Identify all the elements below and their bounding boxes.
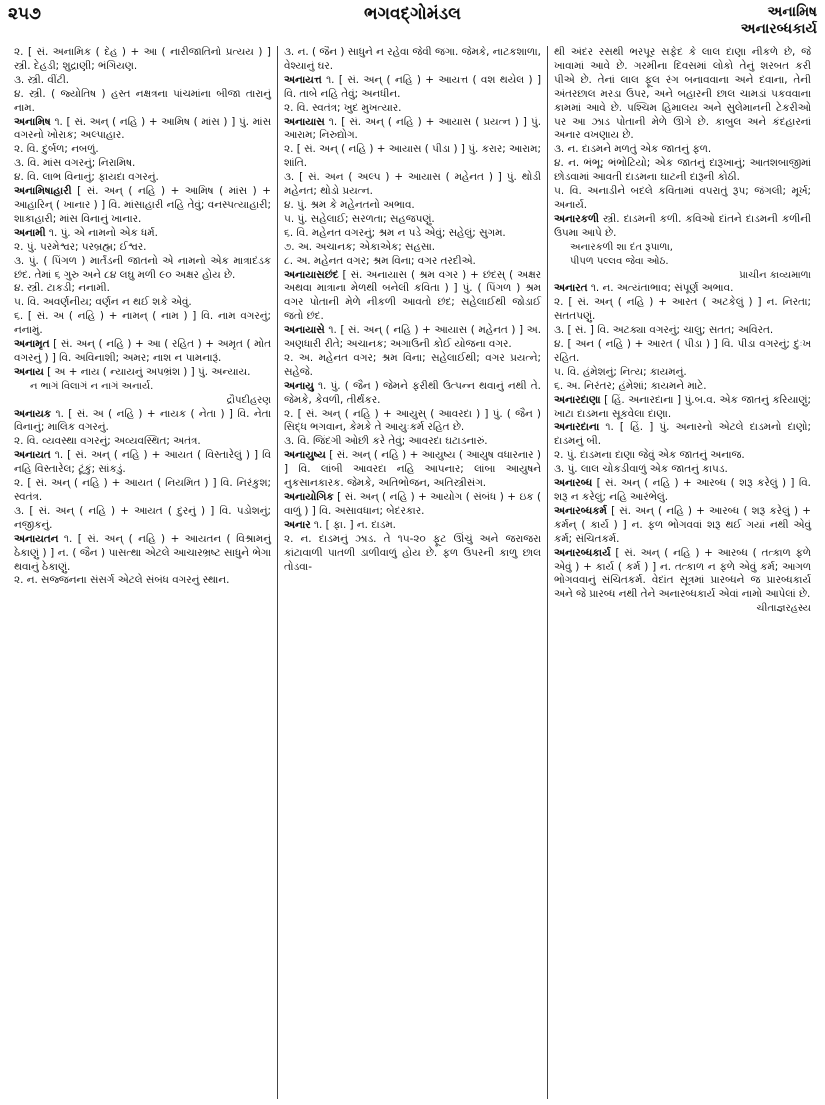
definition-text: ૩. વિ. માંસ વગરનું; નિરામિષ. bbox=[14, 157, 136, 170]
dictionary-entry bbox=[554, 477, 811, 505]
entry-sense bbox=[554, 143, 811, 157]
entry-sense bbox=[284, 143, 541, 171]
definition-text: ૧. પું. એ નામનો એક ધર્મ. bbox=[45, 226, 158, 239]
definition-text: ૧. [ સં. અન્ ( નહિ ) + આયત્ત ( વશ થયેલ ) ] વિ. તાબે નહિ તેવું; અનધીન. bbox=[284, 73, 541, 100]
entry-sense bbox=[284, 213, 541, 227]
entry-sense bbox=[14, 171, 271, 185]
definition-text: ૩. [ સં. અન ( અલ્પ ) + આયાસ ( મહેનત ) ] પું. થોડી મહેનત; થોડો પ્રયત્ન. bbox=[284, 171, 541, 198]
entry-sense bbox=[554, 380, 811, 394]
column-left bbox=[8, 46, 277, 1099]
dictionary-entry bbox=[14, 366, 271, 380]
dictionary-entry bbox=[284, 74, 541, 102]
headword: અનાર bbox=[284, 518, 311, 531]
definition-text: ૫. વિ. અવર્ણનીય; વર્ણન ન થઈ શકે એવું. bbox=[14, 296, 192, 309]
quotation-line: પીપળ પલ્લવ જેવા ઓઠ. bbox=[570, 255, 669, 267]
entry-sense bbox=[14, 574, 271, 588]
definition-text: [ હિં. અનારદાના ] પું.બ.વ. એક જાતનું કરિયાણું; ખાટા દાડમના સૂકવેલા દાણા. bbox=[554, 393, 811, 420]
definition-text: ૨. [ સં. અન્ ( નહિ ) + આયાસ ( પીડા ) ] પું. કરાર; આરામ; શાંતિ. bbox=[284, 143, 541, 170]
column-right bbox=[547, 46, 817, 1099]
definition-text: ૫. પું. સહેલાઈ; સરળતા; સહજપણું. bbox=[284, 212, 435, 225]
dictionary-entry bbox=[554, 505, 811, 547]
dictionary-entry bbox=[14, 408, 271, 436]
headword: અનારત bbox=[554, 282, 588, 295]
headword: અનાયત bbox=[14, 449, 51, 462]
citation-source: પ્રાચીન કાવ્યમાળા bbox=[739, 269, 811, 281]
definition-text: સ્ત્રી. દાડમની કળી. કવિઓ દાંતને દાડમની કળીની ઉપમા આપે છે. bbox=[554, 212, 811, 239]
entry-sense bbox=[14, 255, 271, 283]
definition-text: ૨. [ સં. અન્ ( નહિ ) + આયત ( નિયમિત ) ] વિ. નિરંકુશ; સ્વતંત્ર. bbox=[14, 477, 271, 503]
definition-text: [ સં. અનાયાસ ( શ્રમ વગર ) + છંદસ્ ( અક્ષર અથવા માત્રાના મેળથી બનેલી કવિતા ) ] પું. ( પિંગળ ) શ્રમ વગર પોતાની મેળે નીકળી આવતો છંદ; સહેલાઈથી જોડાઈ જતો છંદ. bbox=[284, 268, 541, 323]
entry-sense bbox=[14, 505, 271, 533]
dictionary-entry bbox=[554, 547, 811, 603]
definition-text: ૨. પું. પરમેશ્વર; પરબ્રહ્મ; ઈશ્વર. bbox=[14, 240, 147, 253]
dictionary-entry bbox=[14, 449, 271, 477]
headword: અનાયત્ત bbox=[284, 73, 322, 86]
quotation bbox=[30, 380, 271, 394]
page-header bbox=[8, 4, 817, 46]
definition-text: ૮. અ. મહેનત વગર; શ્રમ વિના; વગર તરદીએ. bbox=[284, 254, 476, 267]
headword: અનારકળી bbox=[554, 212, 600, 225]
dictionary-entry bbox=[554, 282, 811, 296]
definition-text: ૪. સ્ત્રી. ( જ્યોતિષ ) હસ્ત નક્ષત્રના પાંચમાંના બીજા તારાનું નામ. bbox=[14, 87, 271, 114]
entry-sense bbox=[554, 449, 811, 463]
entry-sense bbox=[14, 310, 271, 338]
dictionary-columns bbox=[8, 46, 817, 1099]
headword: અનારબ્ધકાર્ય bbox=[554, 546, 611, 559]
entry-sense bbox=[284, 171, 541, 199]
entry-sense bbox=[284, 533, 541, 575]
entry-sense bbox=[554, 366, 811, 380]
definition-text: ૬. અ. નિરંતર; હંમેશાં; કાયમને માટે. bbox=[554, 379, 707, 392]
entry-sense bbox=[14, 74, 271, 88]
definition-text: ૪. વિ. લાભ વિનાનું; ફાયદા વગરનું. bbox=[14, 171, 159, 184]
definition-text: [ સં. અન્ ( નહિ ) + આ ( રહિત ) + અમૃત ( મોત વગરનું ) ] વિ. અવિનાશી; અમર; નાશ ન પામનારૂં. bbox=[14, 338, 271, 364]
headword: અનામૃત bbox=[14, 338, 50, 351]
entry-sense bbox=[14, 88, 271, 116]
definition-text: ૨. વિ. વ્યવસ્થા વગરનું; અવ્યવસ્થિત; અતંત્ર. bbox=[14, 435, 201, 448]
quotation bbox=[570, 241, 811, 269]
definition-text: ૧. [ સં. અ ( નહિ ) + નાયક ( નેતા ) ] વિ. નેતા વિનાનું; માલિક વગરનું. bbox=[14, 407, 271, 434]
dictionary-entry bbox=[284, 491, 541, 519]
definition-text: ૩. ન. ( જૈન ) સાધુને ન રહેવા જેવી જગા. જેમકે, નાટકશાળા, વેશ્યાનું ઘર. bbox=[284, 46, 541, 72]
definition-text: [ સં. અન્ ( નહિ ) + આયોગ ( સંબંધ ) + ઇક ( વાળું ) ] વિ. અસાવધાન; બેદરકાર. bbox=[284, 491, 541, 517]
quotation-line: ન ભાગં વિલાગં ન નાગં અનાર્ય. bbox=[30, 380, 154, 392]
dictionary-entry bbox=[14, 227, 271, 241]
dictionary-entry bbox=[14, 185, 271, 227]
citation-source: ચીતાજ્ઞરહસ્ય bbox=[756, 603, 811, 615]
definition-text: ૩. વિ. જિંદગી ઓછી કરે તેવું; આવરદા ઘટાડનારું. bbox=[284, 435, 488, 448]
definition-text: ૩. ન. દાડમને મળતું એક જાતનું ફળ. bbox=[554, 143, 712, 156]
dictionary-entry bbox=[554, 394, 811, 422]
definition-text: ૩. પું. ( પિંગળ ) માર્તંડની જાતનો એ નામનો એક માત્રાદંડક છંદ. તેમાં ૬ ગુરુ અને ૮૪ લઘુ મળી ૯૦ અક્ષર હોય છે. bbox=[14, 254, 271, 281]
definition-text: [ અ + નાય ( ન્યાયનું અપભ્રંશ ) ] પું. અન્યાય. bbox=[43, 365, 251, 378]
definition-text: ૪. પું. શ્રમ કે મહેનતનો અભાવ. bbox=[284, 198, 415, 211]
entry-sense bbox=[284, 46, 541, 74]
definition-text: ૧. [ ફા. ] ન. દાડમ. bbox=[310, 518, 396, 531]
dictionary-entry bbox=[284, 449, 541, 491]
entry-sense bbox=[14, 435, 271, 449]
headword: અનાયતન bbox=[14, 532, 59, 545]
definition-text: ૪. [ અન ( નહિ ) + આરત ( પીડા ) ] વિ. પીડા વગરનું; દુઃખ રહિત. bbox=[554, 338, 811, 364]
definition-text: ૪. ન. ભંભૂ; ભંભોટિયો; એક જાતનું દારૂખાનું; આતશબાજીમાં છોડવામાં આવતી દાડમના ઘાટની દારૂની કોઠી. bbox=[554, 157, 811, 184]
definition-text: ૫. વિ. અનાડીને બદલે કવિતામાં વપરાતું રૂપ; જંગલી; મૂર્ખ; અનાર્ય. bbox=[554, 185, 811, 211]
headword: અનાયક bbox=[14, 407, 52, 420]
headword: અનાય bbox=[14, 365, 44, 378]
column-middle bbox=[277, 46, 547, 1099]
entry-sense bbox=[14, 46, 271, 74]
guide-words bbox=[741, 4, 817, 38]
entry-sense bbox=[14, 282, 271, 296]
entry-sense bbox=[284, 199, 541, 213]
entry-sense bbox=[284, 255, 541, 269]
definition-text: ૩. [ સં. અન્ ( નહિ ) + આયત ( દુરનું ) ] વિ. પડોશનું; નજીકનું. bbox=[14, 504, 271, 531]
entry-sense bbox=[284, 241, 541, 255]
dictionary-entry bbox=[284, 269, 541, 325]
definition-text: [ સં. અન્ ( નહિ ) + આરબ્ધ ( તત્કાળ ફળે એવું ) + કાર્ય ( કર્મ ) ] ન. તત્કાળ ન ફળે એવું કર્મ; આગળ ભોગવવાનું સંચિતકર્મ. વેદાંત સૂત્રમાં પ્રારબ્ધને જ પ્રારબ્ધકાર્ય અને જે પ્રારબ્ધ નથી તેને અનારબ્ધકાર્ય એવાં નામો આપેલાં છે. bbox=[554, 546, 811, 601]
page-number: ૨૫૭ bbox=[8, 4, 41, 24]
definition-text: ૨. વિ. દુર્બળ; નબળું. bbox=[14, 143, 99, 156]
definition-text: ૨. [ સં. અન્ ( નહિ ) + આરત ( અટકેલું ) ] ન. નિરતા; સતતપણું. bbox=[554, 296, 811, 323]
entry-sense bbox=[284, 352, 541, 380]
definition-text: ૬. [ સં. અ ( નહિ ) + નામન્ ( નામ ) ] વિ. નામ વગરનું; નનામું. bbox=[14, 310, 271, 337]
entry-sense bbox=[554, 46, 811, 143]
headword: અનાયુ bbox=[284, 379, 314, 392]
definition-text: થી અંદર રસથી ભરપૂર સફેદ કે લાલ દાણા નીકળે છે, જે ખાવામાં આવે છે. ગરમીના દિવસમાં લોકો તેનું શરબત કરી પીએ છે. તેનાં લાલ ફૂલ રંગ બનાવવાના અને દવાના, તેની અંતરછાલ મરડા ઉપર, અને બહારની છાલ ચામડાં પકવવાના કામમાં આવે છે. પશ્ચિમ હિમાલય અને સુલેમાનની ટેકરીઓ પર આ ઝાડ પોતાની મેળે ઊગે છે. કાબુલ અને કંદહારનાં અનાર વખણાય છે. bbox=[554, 46, 811, 142]
definition-text: [ સં. અન્ ( નહિ ) + આરબ્ધ ( શરૂ કરેલું ) ] વિ. શરૂ ન કરેલું; નહિ આરંભેલું. bbox=[554, 477, 811, 503]
entry-sense bbox=[284, 408, 541, 436]
entry-sense bbox=[14, 143, 271, 157]
definition-text: [ સં. અન્ ( નહિ ) + આરબ્ધ ( શરૂ કરેલું ) + કર્મન્ ( કાર્ય ) ] ન. ફળ ભોગવવાં શરૂ થઈ ગયાં નથી એવું કર્મ; સંચિતકર્મ. bbox=[554, 504, 811, 545]
dictionary-entry bbox=[284, 116, 541, 144]
entry-sense bbox=[14, 241, 271, 255]
entry-sense bbox=[554, 338, 811, 366]
definition-text: ૨. ન. સજ્જનના સંસર્ગ એટલે સંબંધ વગરનું સ્થાન. bbox=[14, 574, 230, 587]
definition-text: ૨. વિ. સ્વતંત્ર; ખુદ મુખત્યાર. bbox=[284, 101, 402, 114]
definition-text: ૧. [ હિં. ] પું. અનારનો એટલે દાડમનો દાણો; દાડમનું બી. bbox=[554, 421, 811, 448]
dictionary-entry bbox=[284, 519, 541, 533]
definition-text: ૧. ન. અત્યંતાભાવ; સંપૂર્ણ અભાવ. bbox=[587, 282, 734, 295]
entry-sense bbox=[554, 463, 811, 477]
headword: અનાયુષ્ય bbox=[284, 449, 326, 462]
headword: અનાયાસ bbox=[284, 115, 325, 128]
entry-sense bbox=[554, 157, 811, 185]
dictionary-entry bbox=[14, 533, 271, 575]
dictionary-entry bbox=[14, 338, 271, 366]
definition-text: ૬. વિ. મહેનત વગરનું; શ્રમ ન પડે એવું; સહેલું; સુગમ. bbox=[284, 226, 506, 239]
entry-sense bbox=[554, 324, 811, 338]
definition-text: ૧. [ સં. અન્ ( નહિ ) + આમિષ ( માંસ ) ] પું. માંસ વગરનો ખોરાક; અલ્પાહાર. bbox=[14, 115, 271, 142]
dictionary-entry bbox=[284, 324, 541, 352]
headword: અનામિષ bbox=[14, 115, 51, 128]
definition-text: ૨. અ. મહેનત વગર; શ્રમ વિના; સહેલાઈથી; વગર પ્રયત્ને; સહેજે. bbox=[284, 351, 541, 378]
definition-text: ૧. [ સં. અન્ ( નહિ ) + આયત ( વિસ્તારેલું ) ] વિ નહિ વિસ્તારેલ; ટૂંકું; સાંકડું. bbox=[14, 449, 271, 476]
definition-text: ૭. અ. અચાનક; એકાએક; સહસા. bbox=[284, 240, 436, 253]
headword: અનામી bbox=[14, 226, 46, 239]
entry-sense bbox=[554, 185, 811, 213]
dictionary-entry bbox=[554, 213, 811, 241]
guide-word-last: અનારબ્ધકાર્ય bbox=[740, 21, 817, 37]
definition-text: ૪. સ્ત્રી. ટાકડી; નનામી. bbox=[14, 282, 110, 295]
headword: અનારબ્ધકર્મ bbox=[554, 504, 607, 517]
definition-text: ૩. પું. લાલ ચોકડીવાળું એક જાતનું કાપડ. bbox=[554, 463, 728, 476]
entry-sense bbox=[284, 435, 541, 449]
definition-text: ૧. પું. ( જૈન ) જેમને ફરીથી ઉત્પન્ન થવાનું નથી તે. જેમકે, કેવળી, તીર્થંકર. bbox=[284, 379, 541, 406]
definition-text: ૧. [ સં. અન્ ( નહિ ) + આયાસ ( પ્રયત્ન ) ] પું. આરામ; નિરુદ્યોગ. bbox=[284, 115, 541, 142]
definition-text: ૩. [ સં. ] વિ. અટક્યા વગરનું; ચાલુ; સતત; અવિરત. bbox=[554, 324, 774, 337]
definition-text: ૩. સ્ત્રી. વીંટી. bbox=[14, 73, 70, 86]
headword: અનારબ્ધ bbox=[554, 477, 593, 490]
headword: અનાયાસછંદ bbox=[284, 268, 339, 281]
headword: અનાયાસે bbox=[284, 324, 325, 337]
entry-sense bbox=[14, 296, 271, 310]
headword: અનારદાના bbox=[554, 421, 600, 434]
entry-sense bbox=[554, 296, 811, 324]
entry-sense bbox=[14, 157, 271, 171]
dictionary-entry bbox=[554, 421, 811, 449]
definition-text: ૨. પું. દાડમના દાણા જેવું એક જાતનું અનાજ. bbox=[554, 449, 745, 462]
definition-text: ૨. ન. દાડમનું ઝાડ. તે ૧૫-૨૦ ફૂટ ઊંચું અને જરાજરા કાંટાવાળી પાતળી ડાળીવાળું હોય છે. ફળ ઉપરની કાળુ છાલ તોડવા- bbox=[284, 532, 541, 573]
definition-text: ૨. [ સં. અનામિક ( દેહ ) + આ ( નારીજાતિનો પ્રત્યય ) ] સ્ત્રી. દેહડી; શુદ્રાણી; ભંગિયણ. bbox=[14, 46, 271, 72]
page-title: ભગવદ્ગોમંડલ bbox=[364, 4, 461, 24]
definition-text: ૧. [ સં. અન્ ( નહિ ) + આયાસ ( મહેનત ) ] અ. અણધારી રીતે; અચાનક; અગાઉની કોઈ યોજના વગર. bbox=[284, 324, 541, 351]
entry-sense bbox=[284, 102, 541, 116]
guide-word-first: અનામિષ bbox=[767, 4, 817, 20]
definition-text: ૨. [ સં. અન્ ( નહિ ) + આયુસ્ ( આવરદા ) ] પું. ( જૈન ) સિદ્ધ ભગવાન, કેમકે તે આયુઃકર્મ રહિત છે. bbox=[284, 407, 541, 434]
quotation-line: અનારકળી શા દંત રૂપાળા, bbox=[570, 241, 673, 253]
citation-source: દ્રૌપદીહરણ bbox=[226, 394, 271, 406]
headword: અનામિષાહારી bbox=[14, 185, 72, 198]
dictionary-entry bbox=[284, 380, 541, 408]
definition-text: ૫. વિ. હંમેશનું; નિત્ય; કાયમનું. bbox=[554, 365, 687, 378]
entry-sense bbox=[284, 227, 541, 241]
entry-sense bbox=[14, 477, 271, 505]
dictionary-entry bbox=[14, 116, 271, 144]
definition-text: [ સં. અન્ ( નહિ ) + આમિષ ( માંસ ) + આહારિન્ ( ખાનાર ) ] વિ. માંસાહારી નહિ તેવું; વનસ્પત્યાહારી; શાકાહારી; માંસ વિનાનું ખાનાર. bbox=[14, 185, 271, 225]
definition-text: [ સં. અન્ ( નહિ ) + આયુષ્ય ( આયુષ વધારનાર ) ] વિ. લાંબી આવરદા નહિ આપનાર; લાંબા આયુષને નુકસાનકારક. જેમકે, અતિભોજન, અતિસ્ત્રીસંગ. bbox=[284, 449, 541, 490]
definition-text: ૧. [ સં. અન્ ( નહિ ) + આયતન ( વિશ્રામનું ઠેકાણું ) ] ન. ( જૈન ) પાસત્થા એટલે આચારભ્રષ્ટ સાધુને ભેગા થવાનું ઠેકાણું. bbox=[14, 532, 271, 573]
headword: અનાયોગિક bbox=[284, 491, 334, 503]
headword: અનારદાણા bbox=[554, 393, 601, 406]
